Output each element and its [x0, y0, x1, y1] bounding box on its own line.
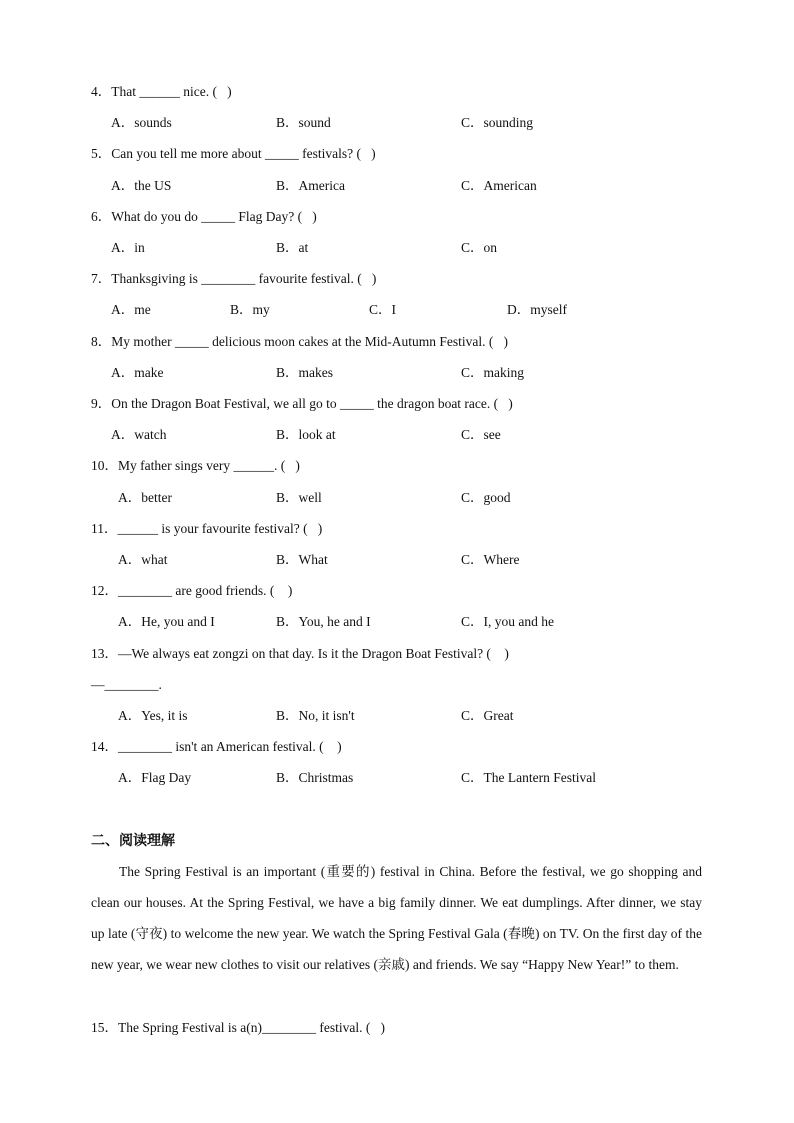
question-stem: ________ isn't an American festival. ( ) — [118, 739, 342, 754]
question-stem: My father sings very ______. ( ) — [118, 458, 300, 473]
q4-option-b[interactable]: B．sound — [276, 115, 331, 130]
reading-passage — [91, 856, 702, 980]
q4-option-c[interactable]: C．sounding — [461, 115, 534, 130]
question-number: 7． — [91, 271, 112, 286]
q10-option-a[interactable]: A．better — [118, 490, 172, 505]
q5-option-b[interactable]: B．America — [276, 178, 345, 193]
q11-option-c[interactable]: C．Where — [461, 552, 520, 567]
q13-answer-line: —________. — [91, 677, 162, 692]
q14-option-a[interactable]: A．Flag Day — [118, 770, 192, 785]
question-number: 4． — [91, 84, 112, 99]
question-5 — [91, 146, 376, 162]
q11-option-a[interactable]: A．what — [118, 552, 168, 567]
section-heading: 二、阅读理解 — [91, 833, 175, 849]
q10-option-c[interactable]: C．good — [461, 490, 511, 505]
question-stem: On the Dragon Boat Festival, we all go to _____ the dragon boat race. ( ) — [111, 396, 513, 411]
q9-option-b[interactable]: B．look at — [276, 427, 336, 442]
question-number: 11． — [91, 521, 118, 536]
question-stem: ______ is your favourite festival? ( ) — [117, 521, 323, 536]
question-9 — [91, 396, 513, 412]
q6-option-a[interactable]: A．in — [111, 240, 145, 255]
question-4 — [91, 84, 232, 100]
q13-option-c[interactable]: C．Great — [461, 708, 514, 723]
question-number: 14． — [91, 739, 118, 754]
q14-option-c[interactable]: C．The Lantern Festival — [461, 770, 596, 785]
q8-option-c[interactable]: C．making — [461, 365, 525, 380]
q10-option-b[interactable]: B．well — [276, 490, 322, 505]
q12-option-a[interactable]: A．He, you and I — [118, 614, 215, 629]
question-15 — [91, 1020, 385, 1036]
question-7 — [91, 271, 376, 287]
q14-option-b[interactable]: B．Christmas — [276, 770, 354, 785]
q8-option-a[interactable]: A．make — [111, 365, 164, 380]
question-number: 13． — [91, 646, 118, 661]
q5-option-c[interactable]: C．American — [461, 178, 537, 193]
q12-option-c[interactable]: C．I, you and he — [461, 614, 554, 629]
q9-option-a[interactable]: A．watch — [111, 427, 167, 442]
question-number: 9． — [91, 396, 112, 411]
question-13 — [91, 646, 509, 662]
question-stem: That ______ nice. ( ) — [111, 84, 232, 99]
q7-option-a[interactable]: A．me — [111, 302, 151, 317]
q8-option-b[interactable]: B．makes — [276, 365, 334, 380]
q4-option-a[interactable]: A．sounds — [111, 115, 172, 130]
question-stem: My mother _____ delicious moon cakes at the Mid-Autumn Festival. ( ) — [111, 334, 508, 349]
q11-option-b[interactable]: B．What — [276, 552, 328, 567]
q7-option-b[interactable]: B．my — [230, 302, 270, 317]
q7-option-d[interactable]: D．myself — [507, 302, 567, 317]
question-stem: Thanksgiving is ________ favourite festival. ( ) — [111, 271, 377, 286]
question-6 — [91, 209, 317, 225]
question-number: 12． — [91, 583, 118, 598]
question-14 — [91, 739, 342, 755]
question-10 — [91, 458, 300, 474]
q5-option-a[interactable]: A．the US — [111, 178, 172, 193]
q13-option-a[interactable]: A．Yes, it is — [118, 708, 188, 723]
question-8 — [91, 334, 508, 350]
question-number: 8． — [91, 334, 112, 349]
question-11 — [91, 521, 322, 537]
passage-text: The Spring Festival is an important (重要的) festival in China. Before the festival, we go shopping and clean our houses. At the Spring Festival, we have a big family dinner. We eat dumplings. After dinner, we stay up late (守夜) to welcome the new year. We watch the Spring Festival Gala (春晚) on TV. On the first day of the new year, we wear new clothes to visit our relatives (亲戚) and friends. We say “Happy New Year!” to them. — [91, 864, 702, 972]
q9-option-c[interactable]: C．see — [461, 427, 501, 442]
question-stem: ________ are good friends. ( ) — [118, 583, 293, 598]
question-number: 6． — [91, 209, 112, 224]
question-number: 15． — [91, 1020, 118, 1035]
q13-option-b[interactable]: B．No, it isn't — [276, 708, 355, 723]
q6-option-c[interactable]: C．on — [461, 240, 498, 255]
q12-option-b[interactable]: B．You, he and I — [276, 614, 371, 629]
question-stem: What do you do _____ Flag Day? ( ) — [111, 209, 317, 224]
q7-option-c[interactable]: C．I — [369, 302, 397, 317]
question-number: 10． — [91, 458, 118, 473]
question-12 — [91, 583, 292, 599]
question-stem: The Spring Festival is a(n)________ festival. ( ) — [118, 1020, 385, 1035]
question-stem: —We always eat zongzi on that day. Is it the Dragon Boat Festival? ( ) — [118, 646, 509, 661]
question-number: 5． — [91, 146, 112, 161]
question-stem: Can you tell me more about _____ festivals? ( ) — [111, 146, 376, 161]
q6-option-b[interactable]: B．at — [276, 240, 309, 255]
